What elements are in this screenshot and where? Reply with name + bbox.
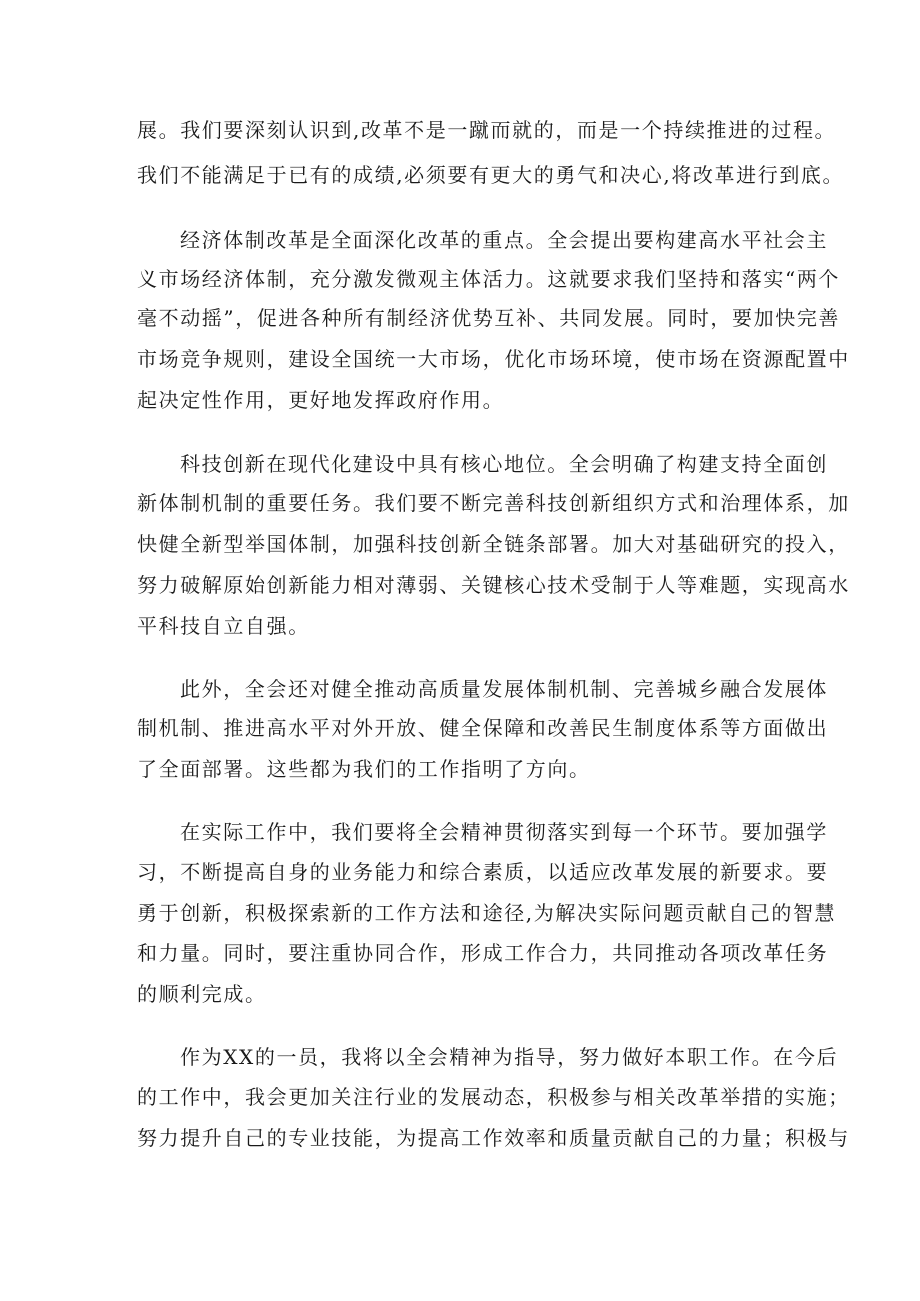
paragraph-line: 勇于创新，积极探索新的工作方法和途径,为解决实际问题贡献自己的智慧: [137, 901, 837, 925]
paragraph-line: 毫不动摇”，促进各种所有制经济优势互补、共同发展。同时，要加快完善: [137, 306, 841, 330]
paragraph-line: 此外，全会还对健全推动高质量发展体制机制、完善城乡融合发展体: [180, 677, 828, 701]
paragraph-line: 平科技自立自强。: [137, 614, 310, 638]
paragraph-line: 制机制、推进高水平对外开放、健全保障和改善民生制度体系等方面做出: [137, 716, 829, 740]
paragraph-line: 科技创新在现代化建设中具有核心地位。全会明确了构建支持全面创: [180, 452, 828, 476]
paragraph-line: 新体制机制的重要任务。我们要不断完善科技创新组织方式和治理体系，加: [137, 491, 850, 515]
paragraph-line: 努力提升自己的专业技能，为提高工作效率和质量贡献自己的力量；积极与: [137, 1126, 850, 1150]
paragraph-line: 努力破解原始创新能力相对薄弱、关键核心技术受制于人等难题，实现高水: [137, 573, 850, 597]
paragraph-line: 我们不能满足于已有的成绩,必须要有更大的勇气和决心,将改革进行到底。: [137, 163, 845, 187]
paragraph-line: 经济体制改革是全面深化改革的重点。全会提出要构建高水平社会主: [180, 228, 828, 252]
paragraph-line: 快健全新型举国体制，加强科技创新全链条部署。加大对基础研究的投入，: [137, 532, 850, 556]
paragraph-line: 在实际工作中，我们要将全会精神贯彻落实到每一个环节。要加强学: [180, 820, 828, 844]
paragraph-line: 起决定性作用，更好地发挥政府作用。: [137, 388, 505, 412]
paragraph-line: 了全面部署。这些都为我们的工作指明了方向。: [137, 757, 591, 781]
paragraph-line: 习，不断提高自身的业务能力和综合素质，以适应改革发展的新要求。要: [137, 860, 829, 884]
paragraph-line: 的顺利完成。: [137, 982, 267, 1006]
paragraph-line: 市场竞争规则，建设全国统一大市场，优化市场环境，使市场在资源配置中: [137, 347, 850, 371]
paragraph-line: 和力量。同时，要注重协同合作，形成工作合力，共同推动各项改革任务: [137, 941, 829, 965]
paragraph-line: 的工作中，我会更加关注行业的发展动态，积极参与相关改革举措的实施；: [137, 1085, 850, 1109]
paragraph-line: 义市场经济体制，充分激发微观主体活力。这就要求我们坚持和落实“两个: [137, 267, 841, 291]
paragraph-line: 作为XX的一员，我将以全会精神为指导，努力做好本职工作。在今后: [180, 1045, 839, 1069]
paragraph-line: 展。我们要深刻认识到,改革不是一蹴而就的，而是一个持续推进的过程。: [137, 118, 837, 142]
